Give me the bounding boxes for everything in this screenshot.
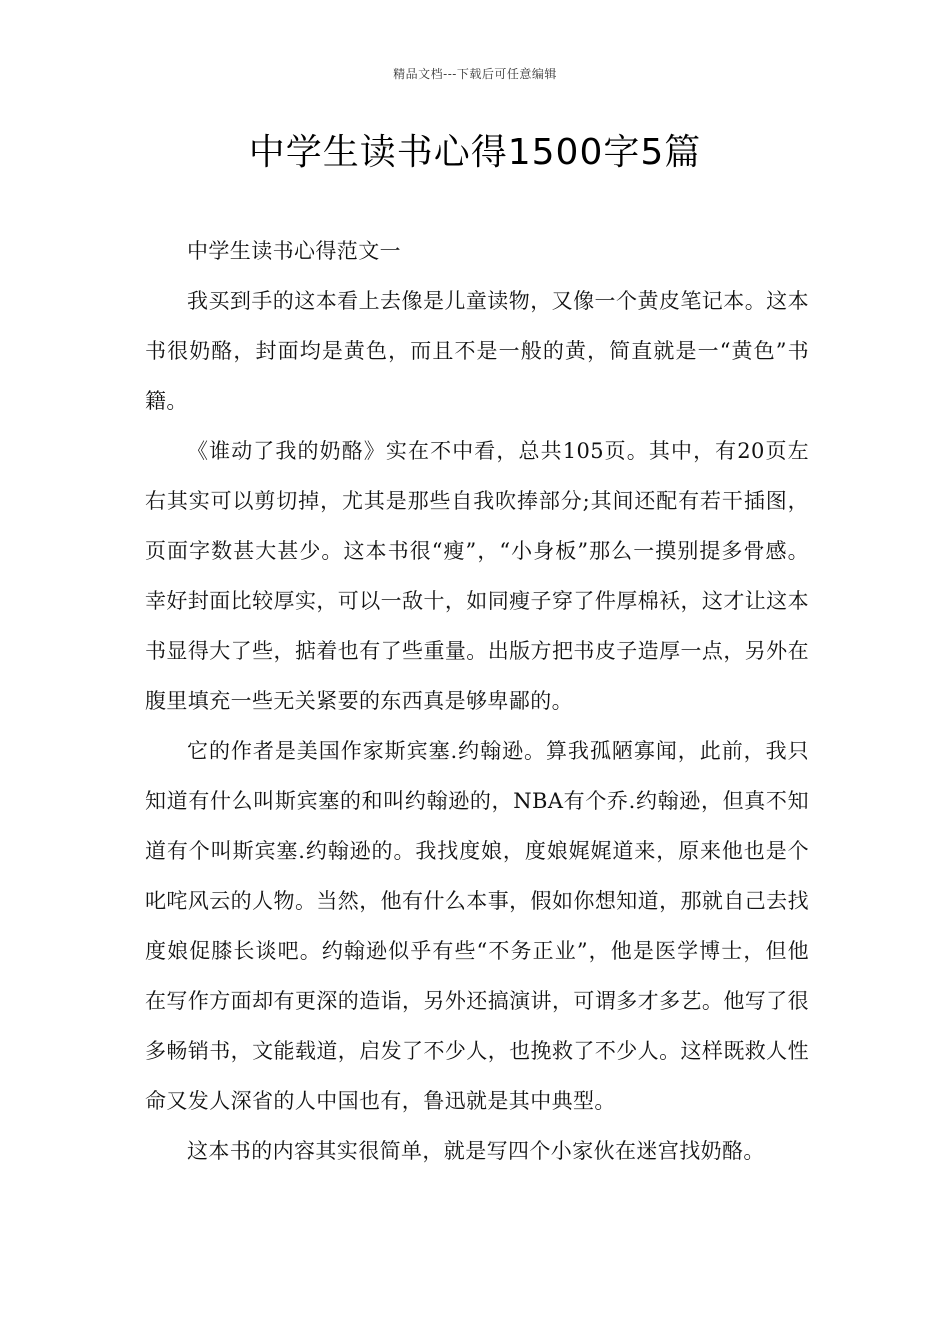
header-note: 精品文档---下载后可任意编辑 — [393, 67, 557, 81]
document-body — [145, 226, 809, 1176]
section-heading: 中学生读书心得范文一 — [187, 239, 401, 263]
document-title: 中学生读书心得1500字5篇 — [248, 132, 702, 173]
paragraph: 《谁动了我的奶酪》实在不中看，总共105页。其中，有20页左右其实可以剪切掉，尤其是那些自我吹捧部分;其间还配有若干插图，页面字数甚大甚少。这本书很“瘦”，“小身板”那么一摸别提多骨感。幸好封面比较厚实，可以一敌十，如同瘦子穿了件厚棉袄，这才让这本书显得大了些，掂着也有了些重量。出版方把书皮子造厚一点，另外在腹里填充一些无关紧要的东西真是够卑鄙的。 — [145, 439, 809, 713]
paragraph: 我买到手的这本看上去像是儿童读物，又像一个黄皮笔记本。这本书很奶酪，封面均是黄色，而且不是一般的黄，简直就是一“黄色”书籍。 — [145, 289, 809, 413]
paragraph: 它的作者是美国作家斯宾塞.约翰逊。算我孤陋寡闻，此前，我只知道有什么叫斯宾塞的和叫约翰逊的，NBA有个乔.约翰逊，但真不知道有个叫斯宾塞.约翰逊的。我找度娘，度娘娓娓道来，原来他也是个叱咤风云的人物。当然，他有什么本事，假如你想知道，那就自己去找度娘促膝长谈吧。约翰逊似乎有些“不务正业”，他是医学博士，但他在写作方面却有更深的造诣，另外还搞演讲，可谓多才多艺。他写了很多畅销书，文能载道，启发了不少人，也挽救了不少人。这样既救人性命又发人深省的人中国也有，鲁迅就是其中典型。 — [145, 739, 809, 1113]
paragraph: 这本书的内容其实很简单，就是写四个小家伙在迷宫找奶酪。 — [187, 1139, 765, 1163]
